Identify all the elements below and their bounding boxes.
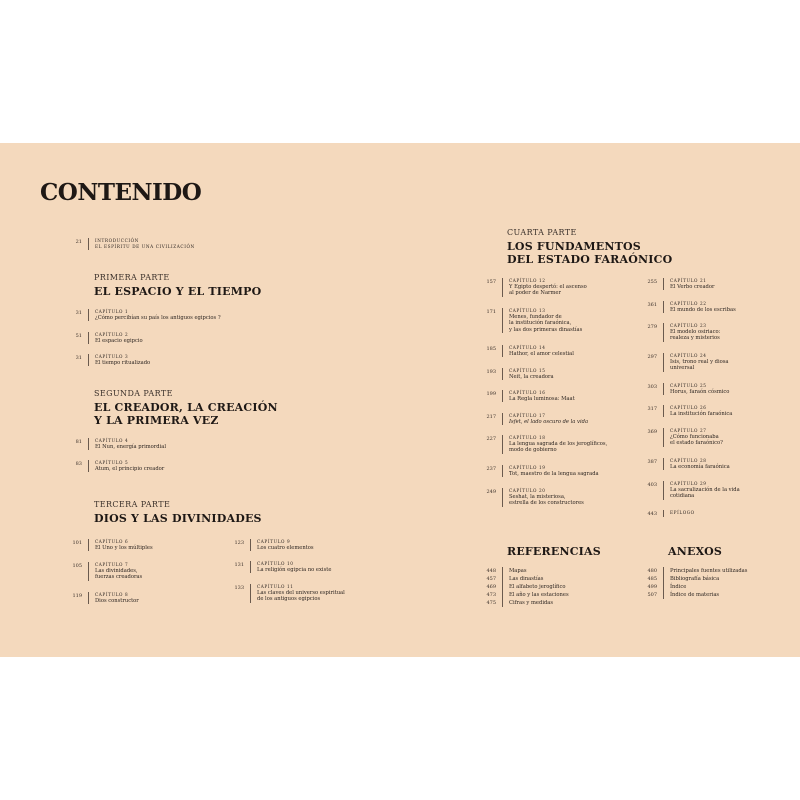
page-number: 81: [75, 439, 82, 445]
chapter-label: CAPÍTULO 18: [509, 435, 546, 440]
chapter-title: Las claves del universo espiritual de los antiguos egipcios: [257, 590, 345, 603]
chapter-entry: [633, 481, 740, 500]
divider: [663, 301, 664, 313]
chapter-title: El mundo de los escribas: [670, 307, 736, 313]
page-number: 507: [647, 592, 657, 598]
chapter-entry: [472, 413, 588, 425]
chapter-label: EPÍLOGO: [670, 510, 695, 515]
page-number: 249: [486, 489, 496, 495]
page-number: 237: [486, 466, 496, 472]
chapter-entry: [633, 458, 730, 470]
chapter-entry: [220, 584, 345, 603]
chapter-label: CAPÍTULO 17: [509, 413, 546, 418]
page-number: 101: [72, 540, 82, 546]
chapter-title: El Nun, energía primordial: [95, 444, 167, 450]
chapter-entry: [220, 539, 314, 551]
part-title: EL CREADOR, LA CREACIÓN Y LA PRIMERA VEZ: [94, 401, 278, 427]
chapter-entry: [633, 278, 714, 290]
chapter-entry: [633, 510, 695, 517]
page-number: 387: [647, 459, 657, 465]
divider: [250, 539, 251, 551]
divider: [663, 278, 664, 290]
page-number: 255: [647, 279, 657, 285]
divider: [250, 584, 251, 603]
divider: [502, 435, 503, 454]
page-number: 469: [486, 584, 496, 590]
page-number: 193: [486, 369, 496, 375]
chapter-entry: [633, 323, 720, 342]
chapter-title: Seshat, la misteriosa, estrella de los constructores: [509, 494, 584, 507]
page-number: 157: [486, 279, 496, 285]
chapter-label: CAPÍTULO 2: [95, 332, 129, 337]
chapter-entry: [472, 488, 584, 507]
chapter-title: Neit, la creadora: [509, 374, 554, 380]
divider: [88, 562, 89, 581]
divider: [663, 510, 664, 517]
page-number: 105: [72, 563, 82, 569]
chapter-entry: [58, 309, 221, 321]
chapter-title: Atum, el principio creador: [95, 466, 165, 472]
chapter-entry: [472, 308, 582, 333]
chapter-label: CAPÍTULO 12: [509, 278, 546, 283]
chapter-label: CAPÍTULO 8: [95, 592, 129, 597]
chapter-entry: [58, 539, 153, 551]
chapter-label: CAPÍTULO 23: [670, 323, 707, 328]
chapter-title: ¿Cómo percibían su país los antiguos egipcios ?: [95, 315, 221, 321]
chapter-title: El tiempo ritualizado: [95, 360, 151, 366]
divider: [663, 405, 664, 417]
divider: [88, 309, 89, 321]
chapter-entry: [633, 301, 736, 313]
page-number: 279: [647, 324, 657, 330]
chapter-label: CAPÍTULO 7: [95, 562, 129, 567]
divider: [502, 345, 503, 357]
page-number: 171: [486, 309, 496, 315]
chapter-label: CAPÍTULO 24: [670, 353, 707, 358]
divider: [663, 567, 664, 599]
chapter-label: CAPÍTULO 11: [257, 584, 294, 589]
chapter-entry: [58, 332, 143, 344]
chapter-title: Dios constructor: [95, 598, 139, 604]
page-number: 448: [486, 568, 496, 574]
toc-page: [0, 143, 800, 657]
chapter-label: CAPÍTULO 13: [509, 308, 546, 313]
page-number: 83: [75, 461, 82, 467]
page-number: 403: [647, 482, 657, 488]
chapter-title: Menes, fundador de la institución faraónica, y las dos primeras dinastías: [509, 314, 583, 333]
chapter-label: CAPÍTULO 4: [95, 438, 129, 443]
page-number: 480: [647, 568, 657, 574]
list-item: Mapas: [509, 568, 527, 574]
chapter-label: CAPÍTULO 28: [670, 458, 707, 463]
chapter-title: La institución faraónica: [670, 411, 733, 417]
divider: [663, 383, 664, 395]
divider: [663, 481, 664, 500]
chapter-title: El espacio egipcio: [95, 338, 143, 344]
chapter-title: Tot, maestro de la lengua sagrada: [509, 471, 599, 477]
part-title: DIOS Y LAS DIVINIDADES: [94, 512, 262, 525]
chapter-title: Los cuatro elementos: [257, 545, 314, 551]
chapter-label: CAPÍTULO 29: [670, 481, 707, 486]
referencias-heading: REFERENCIAS: [507, 545, 601, 558]
part-title: LOS FUNDAMENTOS DEL ESTADO FARAÓNICO: [507, 240, 673, 266]
divider: [663, 458, 664, 470]
divider: [502, 413, 503, 425]
chapter-label: CAPÍTULO 26: [670, 405, 707, 410]
divider: [88, 592, 89, 604]
list-item: Principales fuentes utilizadas: [670, 568, 748, 574]
chapter-label: CAPÍTULO 27: [670, 428, 707, 433]
chapter-entry: [58, 354, 150, 366]
anexos-list: [633, 567, 747, 599]
list-item: El alfabeto jeroglífico: [509, 584, 566, 590]
divider: [502, 390, 503, 402]
chapter-title: La economía faraónica: [670, 464, 730, 470]
chapter-entry: [220, 561, 331, 573]
chapter-label: CAPÍTULO 9: [257, 539, 291, 544]
divider: [88, 238, 89, 250]
page-number: 51: [75, 333, 82, 339]
list-item: Las dinastías: [509, 576, 544, 582]
list-item: Bibliografía básica: [670, 576, 720, 582]
page-number: 131: [234, 562, 244, 568]
page-number: 217: [486, 414, 496, 420]
chapter-title: La religión egipcia no existe: [257, 567, 332, 573]
chapter-entry: [472, 435, 607, 454]
chapter-label: CAPÍTULO 20: [509, 488, 546, 493]
divider: [502, 368, 503, 380]
chapter-title: Hathor, el amor celestial: [509, 351, 574, 357]
chapter-title: El Verbo creador: [670, 284, 715, 290]
chapter-label: CAPÍTULO 21: [670, 278, 707, 283]
intro-text: EL ESPÍRITU DE UNA CIVILIZACIÓN: [95, 244, 195, 249]
chapter-title: ¿Cómo funcionaba el estado faraónico?: [670, 434, 723, 447]
page-number: 21: [75, 239, 82, 245]
chapter-label: CAPÍTULO 6: [95, 539, 129, 544]
divider: [88, 332, 89, 344]
page-title: CONTENIDO: [40, 179, 202, 206]
divider: [88, 460, 89, 472]
chapter-label: CAPÍTULO 16: [509, 390, 546, 395]
divider: [663, 428, 664, 447]
page-number: 317: [647, 406, 657, 412]
divider: [502, 278, 503, 297]
chapter-label: CAPÍTULO 22: [670, 301, 707, 306]
divider: [250, 561, 251, 573]
divider: [88, 354, 89, 366]
chapter-label: CAPÍTULO 10: [257, 561, 294, 566]
chapter-title: Y Egipto despertó: el ascenso al poder de Narmer: [509, 284, 587, 297]
page-number: 133: [234, 585, 244, 591]
divider: [502, 488, 503, 507]
chapter-title: La sacralización de la vida cotidiana: [670, 487, 740, 500]
referencias-list: [472, 567, 569, 607]
page-number: 485: [647, 576, 657, 582]
chapter-entry: [58, 592, 139, 604]
chapter-label: CAPÍTULO 19: [509, 465, 546, 470]
page-number: 123: [234, 540, 244, 546]
list-item: Cifras y medidas: [509, 600, 554, 606]
list-item: El año y las estaciones: [509, 592, 569, 598]
part-title: EL ESPACIO Y EL TIEMPO: [94, 285, 262, 298]
divider: [502, 308, 503, 333]
part-label: SEGUNDA PARTE: [94, 389, 173, 398]
page-number: 199: [486, 391, 496, 397]
list-item: Índice de materias: [670, 592, 720, 598]
intro-cap: INTRODUCCIÓN: [95, 238, 139, 243]
page-number: 297: [647, 354, 657, 360]
chapter-label: CAPÍTULO 1: [95, 309, 129, 314]
chapter-title: La lengua sagrada de los jeroglíficos, modo de gobierno: [509, 441, 608, 454]
page-number: 31: [75, 310, 82, 316]
chapter-title: El modelo osiriaco: realeza y misterios: [670, 329, 721, 342]
list-item: Índice: [670, 584, 687, 590]
page-number: 303: [647, 384, 657, 390]
chapter-label: CAPÍTULO 5: [95, 460, 129, 465]
page-number: 443: [647, 511, 657, 517]
part-label: PRIMERA PARTE: [94, 273, 170, 282]
page-number: 457: [486, 576, 496, 582]
divider: [663, 323, 664, 342]
chapter-label: CAPÍTULO 25: [670, 383, 707, 388]
chapter-entry: [633, 405, 732, 417]
page-number: 227: [486, 436, 496, 442]
part-label: TERCERA PARTE: [94, 500, 171, 509]
chapter-entry: [633, 383, 729, 395]
chapter-label: CAPÍTULO 3: [95, 354, 129, 359]
chapter-label: CAPÍTULO 15: [509, 368, 546, 373]
chapter-entry: [472, 278, 587, 297]
page-number: 31: [75, 355, 82, 361]
chapter-entry: [472, 465, 599, 477]
chapter-title: El Uno y los múltiples: [95, 545, 153, 551]
page-number: 499: [647, 584, 657, 590]
divider: [663, 353, 664, 372]
page-number: 361: [647, 302, 657, 308]
chapter-label: CAPÍTULO 14: [509, 345, 546, 350]
chapter-title: Isfet, el lado oscuro de la vida: [509, 419, 589, 425]
divider: [88, 438, 89, 450]
chapter-entry: [58, 562, 142, 581]
chapter-entry: [633, 353, 729, 372]
chapter-title: La Regla luminosa: Maat: [509, 396, 575, 402]
intro-entry: [58, 238, 195, 250]
page-number: 475: [486, 600, 496, 606]
page-number: 473: [486, 592, 496, 598]
part-label: CUARTA PARTE: [507, 228, 577, 237]
anexos-heading: ANEXOS: [668, 545, 723, 558]
divider: [502, 567, 503, 607]
chapter-title: Las divinidades, fuerzas creadoras: [95, 568, 143, 581]
divider: [88, 539, 89, 551]
chapter-title: Isis, trono real y diosa universal: [670, 359, 729, 372]
page-number: 119: [72, 593, 82, 599]
chapter-entry: [633, 428, 723, 447]
chapter-entry: [58, 438, 166, 450]
chapter-entry: [472, 345, 574, 357]
chapter-entry: [472, 390, 575, 402]
page-number: 185: [486, 346, 496, 352]
divider: [502, 465, 503, 477]
chapter-entry: [472, 368, 554, 380]
chapter-entry: [58, 460, 164, 472]
page-number: 369: [647, 429, 657, 435]
chapter-title: Horus, faraón cósmico: [670, 389, 730, 395]
